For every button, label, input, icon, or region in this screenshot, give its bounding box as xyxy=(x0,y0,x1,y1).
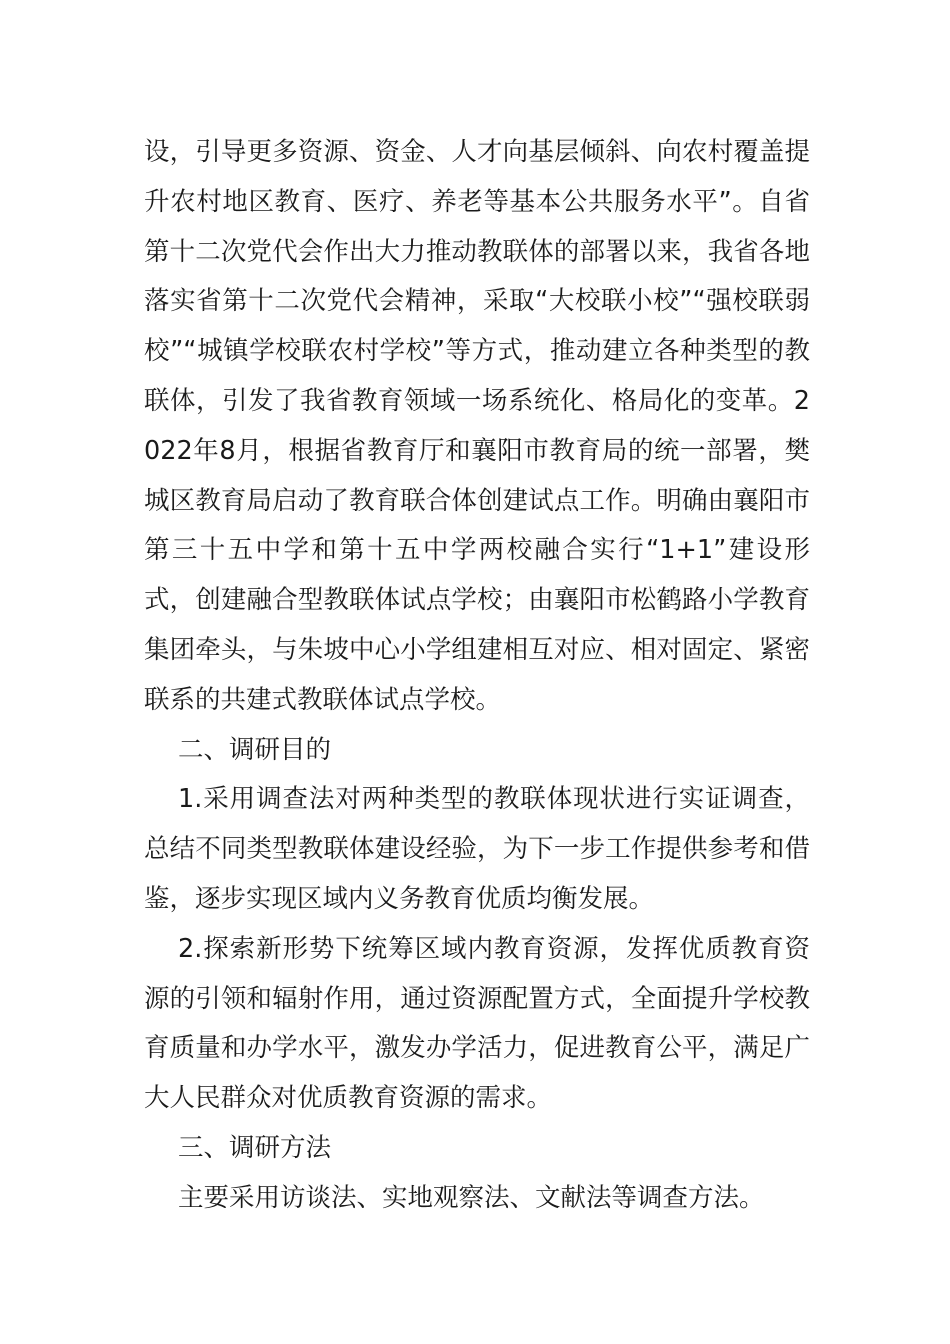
document-body xyxy=(144,128,810,1224)
paragraph-purpose-1: 1.采用调查法对两种类型的教联体现状进行实证调查，总结不同类型教联体建设经验，为下一步工作提供参考和借鉴，逐步实现区域内义务教育优质均衡发展。 xyxy=(144,784,810,914)
paragraph-purpose-2: 2.探索新形势下统筹区域内教育资源，发挥优质教育资源的引领和辐射作用，通过资源配置方式，全面提升学校教育质量和办学水平，激发办学活力，促进教育公平，满足广大人民群众对优质教育资源的需求。 xyxy=(144,933,810,1114)
section-heading-method: 三、调研方法 xyxy=(178,1132,332,1163)
section-heading-purpose: 二、调研目的 xyxy=(178,734,332,765)
paragraph-background: 设，引导更多资源、资金、人才向基层倾斜、向农村覆盖提升农村地区教育、医疗、养老等基本公共服务水平”。自省第十二次党代会作出大力推动教联体的部署以来，我省各地落实省第十二次党代会精神，采取“大校联小校”“强校联弱校”“城镇学校联农村学校”等方式，推动建立各种类型的教联体，引发了我省教育领域一场系统化、格局化的变革。2022年8月，根据省教育厅和襄阳市教育局的统一部署，樊城区教育局启动了教育联合体创建试点工作。明确由襄阳市第三十五中学和第十五中学两校融合实行“1+1”建设形式，创建融合型教联体试点学校；由襄阳市松鹤路小学教育集团牵头，与朱坡中心小学组建相互对应、相对固定、紧密联系的共建式教联体试点学校。 xyxy=(144,137,810,715)
paragraph-method: 主要采用访谈法、实地观察法、文献法等调查方法。 xyxy=(178,1182,765,1213)
